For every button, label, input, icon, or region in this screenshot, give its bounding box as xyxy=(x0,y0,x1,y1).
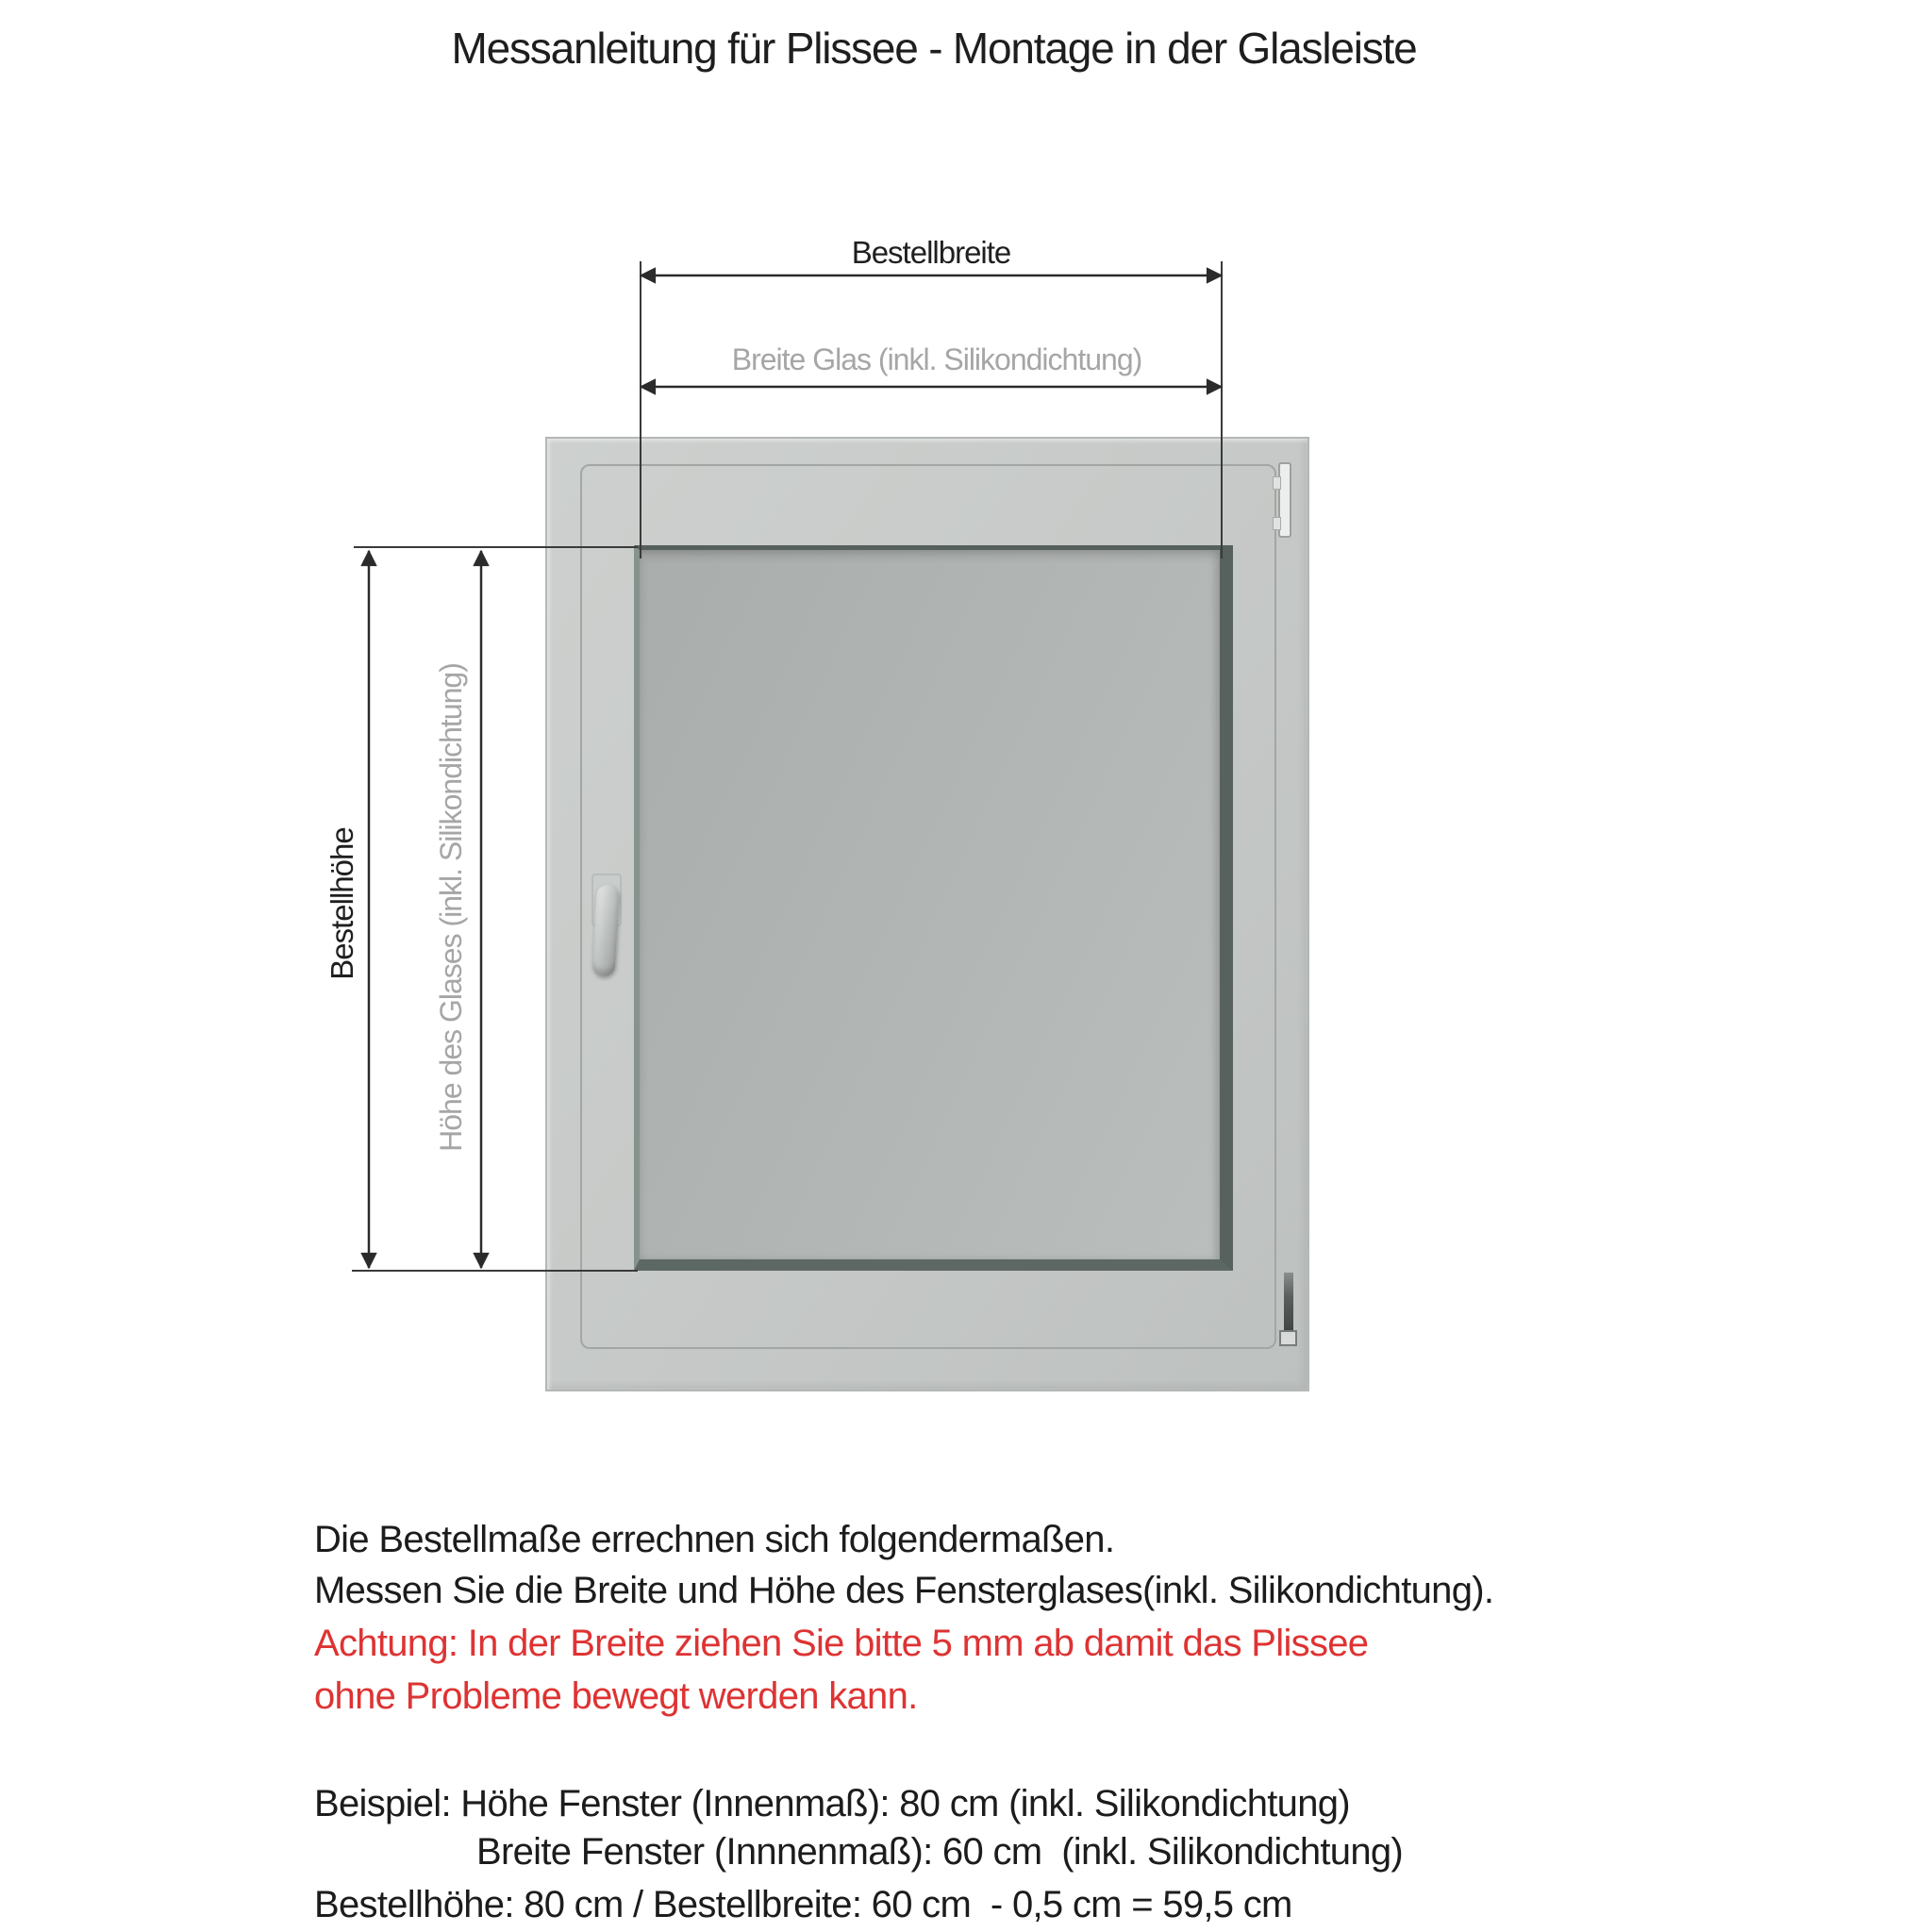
label-order-width: Bestellbreite xyxy=(851,235,1011,270)
instruction-line: Messen Sie die Breite und Höhe des Fensterglases(inkl. Silikondichtung). xyxy=(314,1570,1494,1611)
instruction-warning-line: ohne Probleme bewegt werden kann. xyxy=(314,1675,918,1717)
instruction-line: Die Bestellmaße errechnen sich folgendermaßen. xyxy=(314,1519,1115,1560)
label-glass-width: Breite Glas (inkl. Silikondichtung) xyxy=(731,342,1142,376)
label-glass-height: Höhe des Glases (inkl. Silikondichtung) xyxy=(434,663,468,1152)
label-order-height: Bestellhöhe xyxy=(325,827,359,980)
instruction-warning-line: Achtung: In der Breite ziehen Sie bitte 5 mm ab damit das Plissee xyxy=(314,1623,1369,1664)
page-title: Messanleitung für Plissee - Montage in der Glasleiste xyxy=(451,24,1417,73)
example-line: Bestellhöhe: 80 cm / Bestellbreite: 60 cm - 0,5 cm = 59,5 cm xyxy=(314,1884,1292,1925)
example-line: Breite Fenster (Innnenmaß): 60 cm (inkl. Silikondichtung) xyxy=(476,1831,1404,1873)
example-line: Beispiel: Höhe Fenster (Innenmaß): 80 cm (inkl. Silikondichtung) xyxy=(314,1783,1350,1824)
